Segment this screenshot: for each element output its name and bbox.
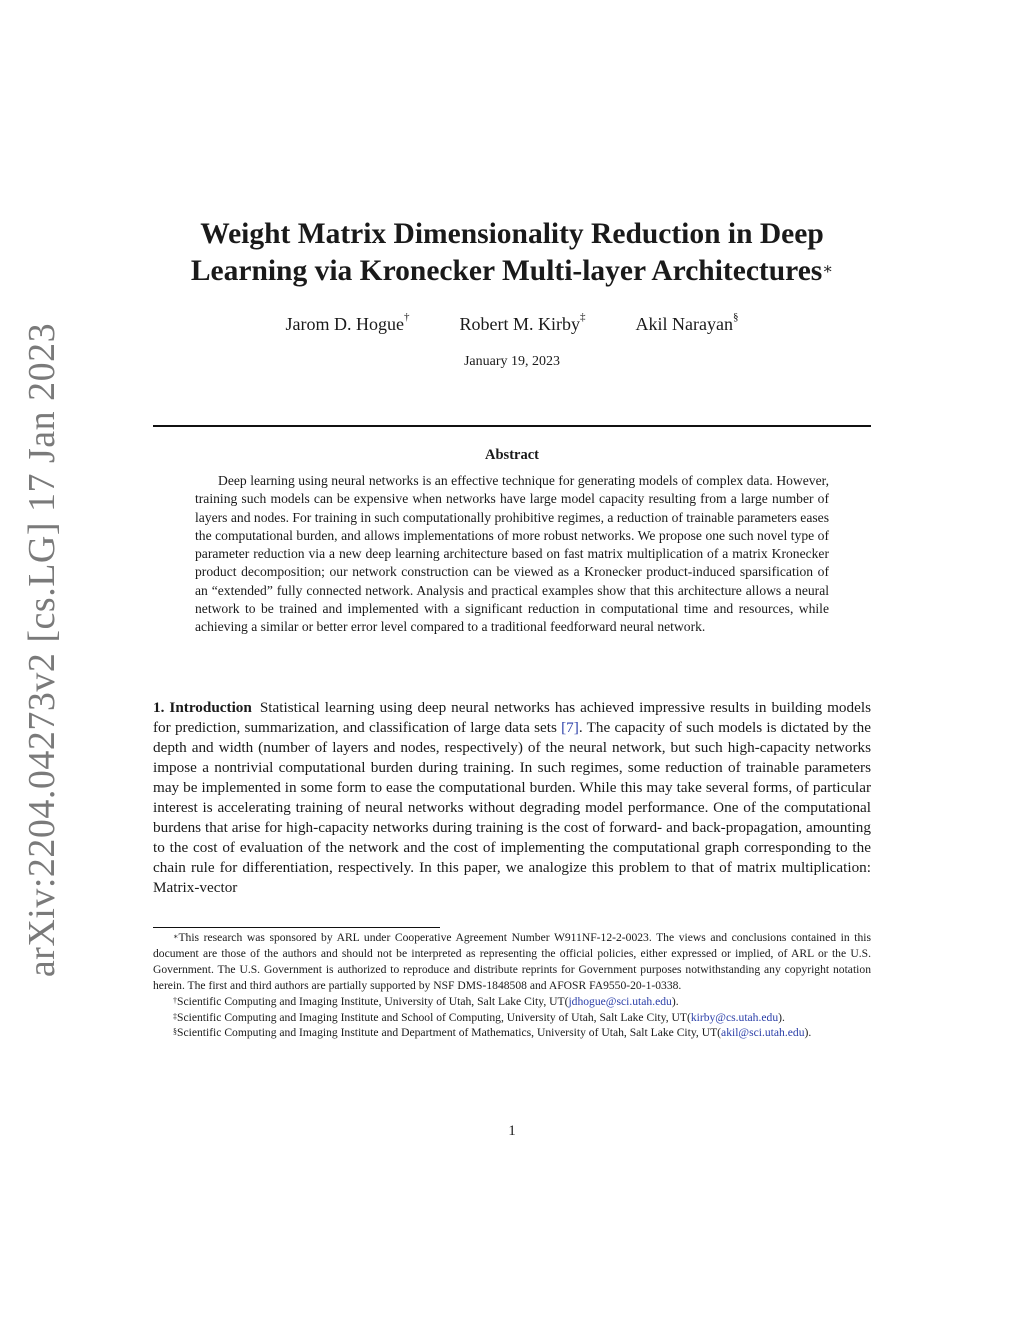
section-heading-introduction: 1. Introduction (153, 699, 252, 716)
footnote-affiliation-hogue: †Scientific Computing and Imaging Institute, University of Utah, Salt Lake City, UT(jdhogue@sci.utah.edu). (173, 994, 679, 1008)
email-link-hogue[interactable]: jdhogue@sci.utah.edu (568, 994, 672, 1008)
footnotes (153, 930, 871, 1041)
paper-title (0, 216, 1024, 290)
citation-link-7[interactable]: [7] (561, 719, 579, 736)
title-line-1: Weight Matrix Dimensionality Reduction in Deep (200, 218, 824, 250)
abstract-heading: Abstract (485, 447, 539, 463)
paper-date: January 19, 2023 (463, 354, 561, 369)
introduction-paragraph: 1. Introduction Statistical learning using deep neural networks has achieved impressive results in building models for prediction, summarization, and classification of large data sets [7]. The capacity of such models is dictated by the depth and width (number of layers and nodes, respectively) of the neural network, but such high-capacity networks impose a nontrivial computational burden during training. In such regimes, some reduction of trainable parameters may be implemented in some form to ease the computational burden. While this may take several forms, of particular interest is accelerating training of neural networks without degrading model performance. One of the computational burdens that arise for high-capacity networks during training is the cost of forward- and back-propagation, amounting to the cost of evaluation of the network and the cost of implementing the computational graph corresponding to the chain rule for differentiation, respectively. In this paper, we analogize this problem to that of matrix multiplication: Matrix-vector (153, 699, 871, 896)
email-link-narayan[interactable]: akil@sci.utah.edu (721, 1026, 805, 1040)
footnote-funding: ∗This research was sponsored by ARL under Cooperative Agreement Number W911NF-12-2-0023. The views and conclusions contained in this document are those of the authors and should not be interpreted as representing the official policies, either expressed or implied, of ARL or the U.S. Government. The U.S. Government is authorized to reproduce and distribute reprints for Government purposes notwithstanding any copyright notation herein. The first and third authors are partially supported by NSF DMS-1848508 and AFOSR FA9550-20-1-0338. (153, 931, 871, 992)
title-footnote-mark: ∗ (822, 261, 834, 278)
email-link-kirby[interactable]: kirby@cs.utah.edu (690, 1010, 779, 1024)
title-divider (153, 425, 871, 427)
arxiv-sidebar-id: arXiv:2204.04273v2 [cs.LG] 17 Jan 2023 (21, 322, 63, 978)
abstract-body: Deep learning using neural networks is an effective technique for generating models of complex data. However, training such models can be expensive when networks have large model capacity resulting from a large number of layers and nodes. For training in such computationally prohibitive regimes, a reduction of trainable parameters eases the computational burden, and allows implementations of more robust networks. We propose one such novel type of parameter reduction via a new deep learning architecture based on fast matrix multiplication of a matrix Kronecker product decomposition; our network construction can be viewed as a Kronecker product-induced sparsification of an “extended” fully connected network. Analysis and practical examples show that this architecture allows a neural network to be trained and implemented with a significant reduction in computational time and resources, while achieving a similar or better error level compared to a traditional feedforward neural network. (195, 473, 829, 635)
footnote-affiliation-narayan: §Scientific Computing and Imaging Institute and Department of Mathematics, University of Utah, Salt Lake City, UT(akil@sci.utah.edu). (173, 1026, 812, 1040)
author-list (0, 311, 1024, 335)
author-hogue: Jarom D. Hogue† (285, 311, 410, 334)
author-narayan: Akil Narayan§ (635, 311, 739, 334)
title-line-2: Learning via Kronecker Multi-layer Architectures∗ (190, 255, 834, 287)
page-number: 1 (508, 1123, 516, 1139)
author-kirby: Robert M. Kirby‡ (459, 311, 586, 334)
footnote-affiliation-kirby: ‡Scientific Computing and Imaging Institute and School of Computing, University of Utah, Salt Lake City, UT(kirby@cs.utah.edu). (173, 1010, 785, 1024)
footnote-divider (153, 927, 440, 928)
